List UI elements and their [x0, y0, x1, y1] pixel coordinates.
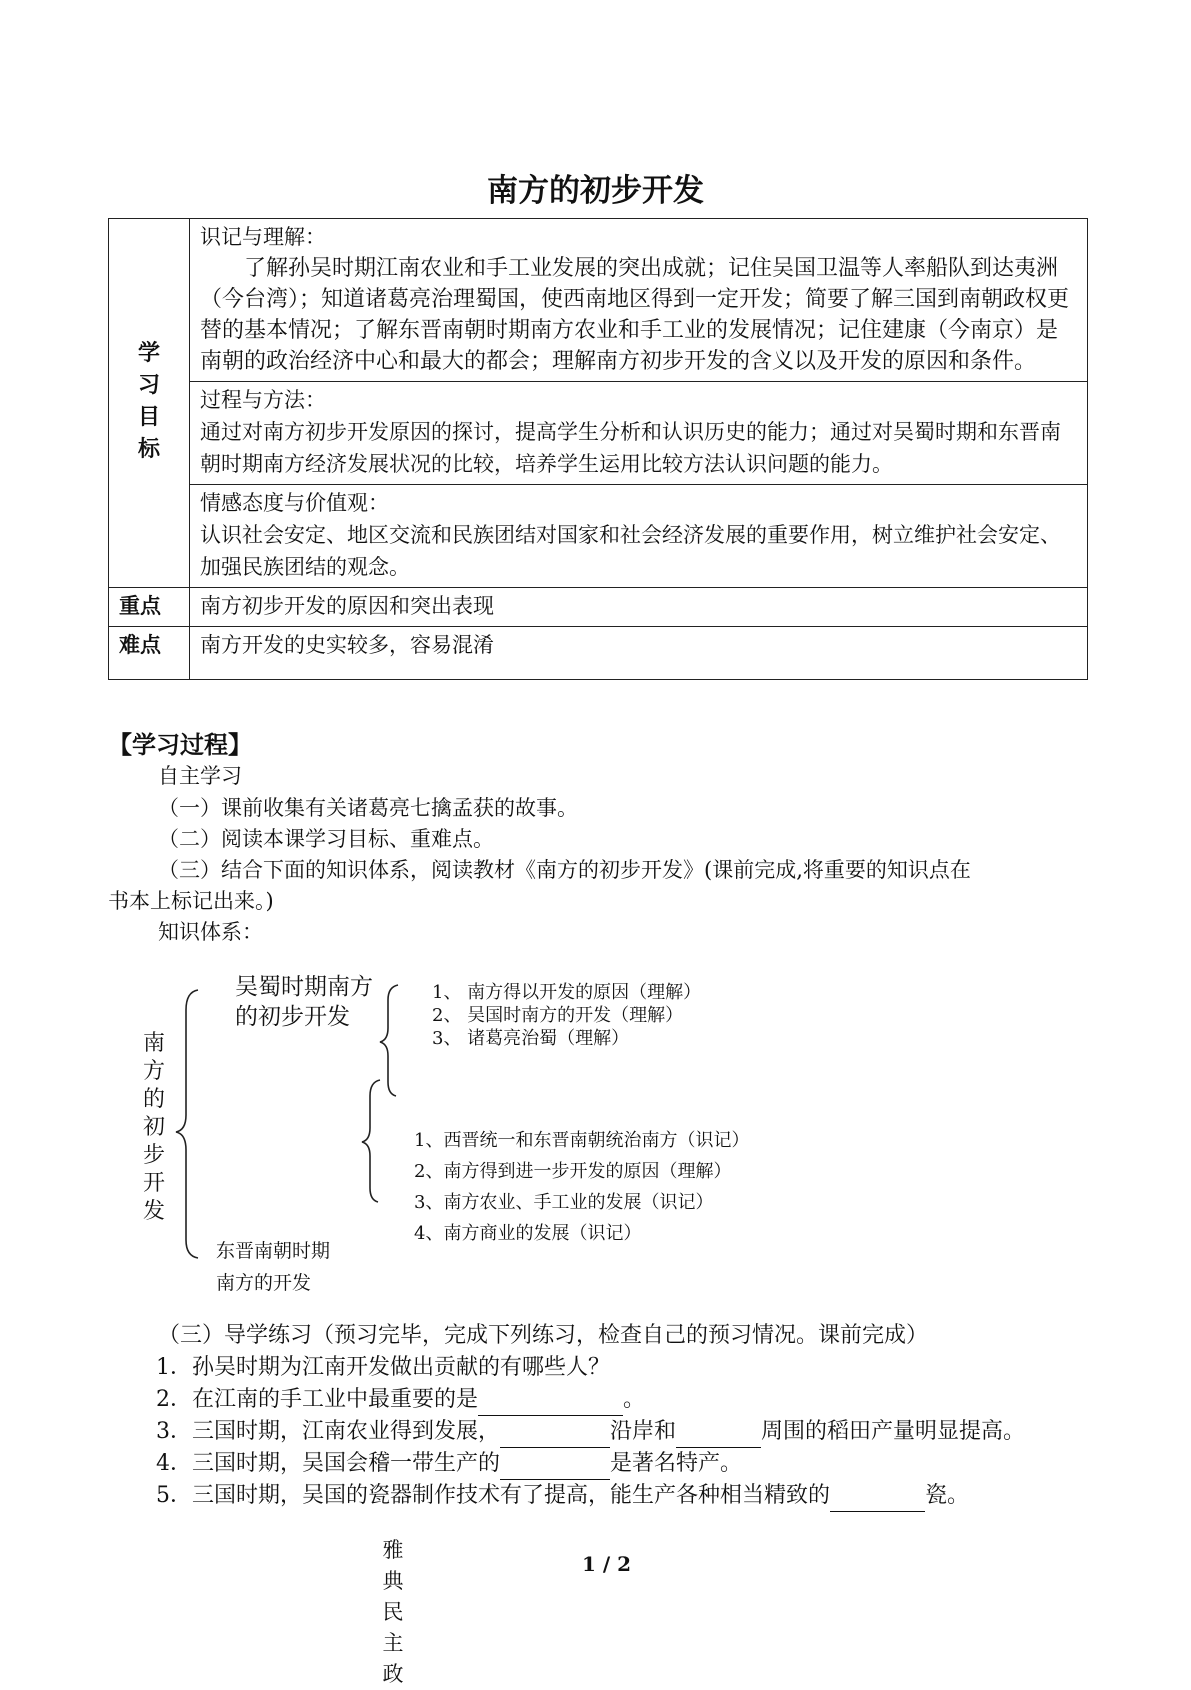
objective-process: 过程与方法： 通过对南方初步开发原因的探讨，提高学生分析和认识历史的能力；通过对吴蜀时期和东晋南朝时期南方经济发展状况的比较，培养学生运用比较方法认识问题的能力。 [190, 382, 1088, 485]
answer-blank[interactable] [478, 1391, 623, 1416]
question-5: 5．三国时期，吴国的瓷器制作技术有了提高，能生产各种相当精致的 瓷。 [156, 1480, 969, 1512]
difficult-point-text: 南方开发的史实较多，容易混淆 [190, 627, 1088, 680]
footer-vertical-text: 雅 典 民 主 政 [382, 1538, 404, 1686]
exercise-heading: （三）导学练习（预习完毕，完成下列练习，检查自己的预习情况。课前完成） [158, 1323, 929, 1348]
key-point-label: 重点 [109, 588, 190, 627]
key-point-text: 南方初步开发的原因和突出表现 [190, 588, 1088, 627]
page-title: 南方的初步开发 [487, 173, 704, 209]
branch1-item-2: 2、 吴国时南方的开发（理解） [432, 1005, 684, 1026]
tree-root: 南 方 的 初 步 开 发 [142, 1031, 165, 1224]
step-2: （二）阅读本课学习目标、重难点。 [158, 827, 494, 851]
self-study-label: 自主学习 [158, 764, 242, 788]
objective-recall: 识记与理解： 了解孙吴时期江南农业和手工业发展的突出成就；记住吴国卫温等人率船队到达夷洲（今台湾）；知道诸葛亮治理蜀国，使西南地区得到一定开发；简要了解三国到南朝政权更替的基本情况；了解东晋南朝时期南方农业和手工业的发展情况；记住建康（今南京）是南朝的政治经济中心和最大的都会；理解南方初步开发的含义以及开发的原因和条件。 [190, 219, 1088, 382]
objective-emotion: 情感态度与价值观： 认识社会安定、地区交流和民族团结对国家和社会经济发展的重要作用，树立维护社会安定、加强民族团结的观念。 [190, 485, 1088, 588]
objectives-label: 学 习 目 标 [109, 219, 190, 588]
branch2-item-4: 4、南方商业的发展（识记） [414, 1223, 642, 1244]
difficult-point-label: 难点 [109, 627, 190, 680]
page-number: 1 / 2 [582, 1552, 632, 1576]
answer-blank[interactable] [500, 1455, 610, 1480]
step-3-cont: 书本上标记出来。) [108, 889, 274, 913]
question-4: 4．三国时期，吴国会稽一带生产的 是著名特产。 [156, 1448, 742, 1480]
branch2-item-2: 2、南方得到进一步开发的原因（理解） [414, 1161, 732, 1182]
branch2-item-3: 3、南方农业、手工业的发展（识记） [414, 1192, 714, 1213]
question-1: 1．孙吴时期为江南开发做出贡献的有哪些人？ [156, 1355, 610, 1380]
step-1: （一）课前收集有关诸葛亮七擒孟获的故事。 [158, 796, 578, 820]
branch1-title-2: 的初步开发 [235, 1004, 350, 1030]
process-heading: 【学习过程】 [108, 731, 252, 759]
branch2-title-1: 东晋南朝时期 [216, 1240, 331, 1262]
answer-blank[interactable] [830, 1487, 925, 1512]
branch1-item-3: 3、 诸葛亮治蜀（理解） [432, 1028, 630, 1049]
answer-blank[interactable] [500, 1423, 610, 1448]
branch1-item-1: 1、 南方得以开发的原因（理解） [432, 982, 702, 1003]
branch1-title-1: 吴蜀时期南方 [235, 974, 373, 1000]
branch2-item-1: 1、西晋统一和东晋南朝统治南方（识记） [414, 1130, 750, 1151]
answer-blank[interactable] [676, 1423, 761, 1448]
question-2: 2．在江南的手工业中最重要的是 。 [156, 1384, 645, 1416]
branch2-title-2: 南方的开发 [216, 1272, 312, 1294]
knowledge-label: 知识体系： [158, 920, 263, 944]
question-3: 3．三国时期，江南农业得到发展， 沿岸和 周围的稻田产量明显提高。 [156, 1416, 1025, 1448]
step-3: （三）结合下面的知识体系，阅读教材《南方的初步开发》(课前完成,将重要的知识点在 [158, 858, 971, 882]
